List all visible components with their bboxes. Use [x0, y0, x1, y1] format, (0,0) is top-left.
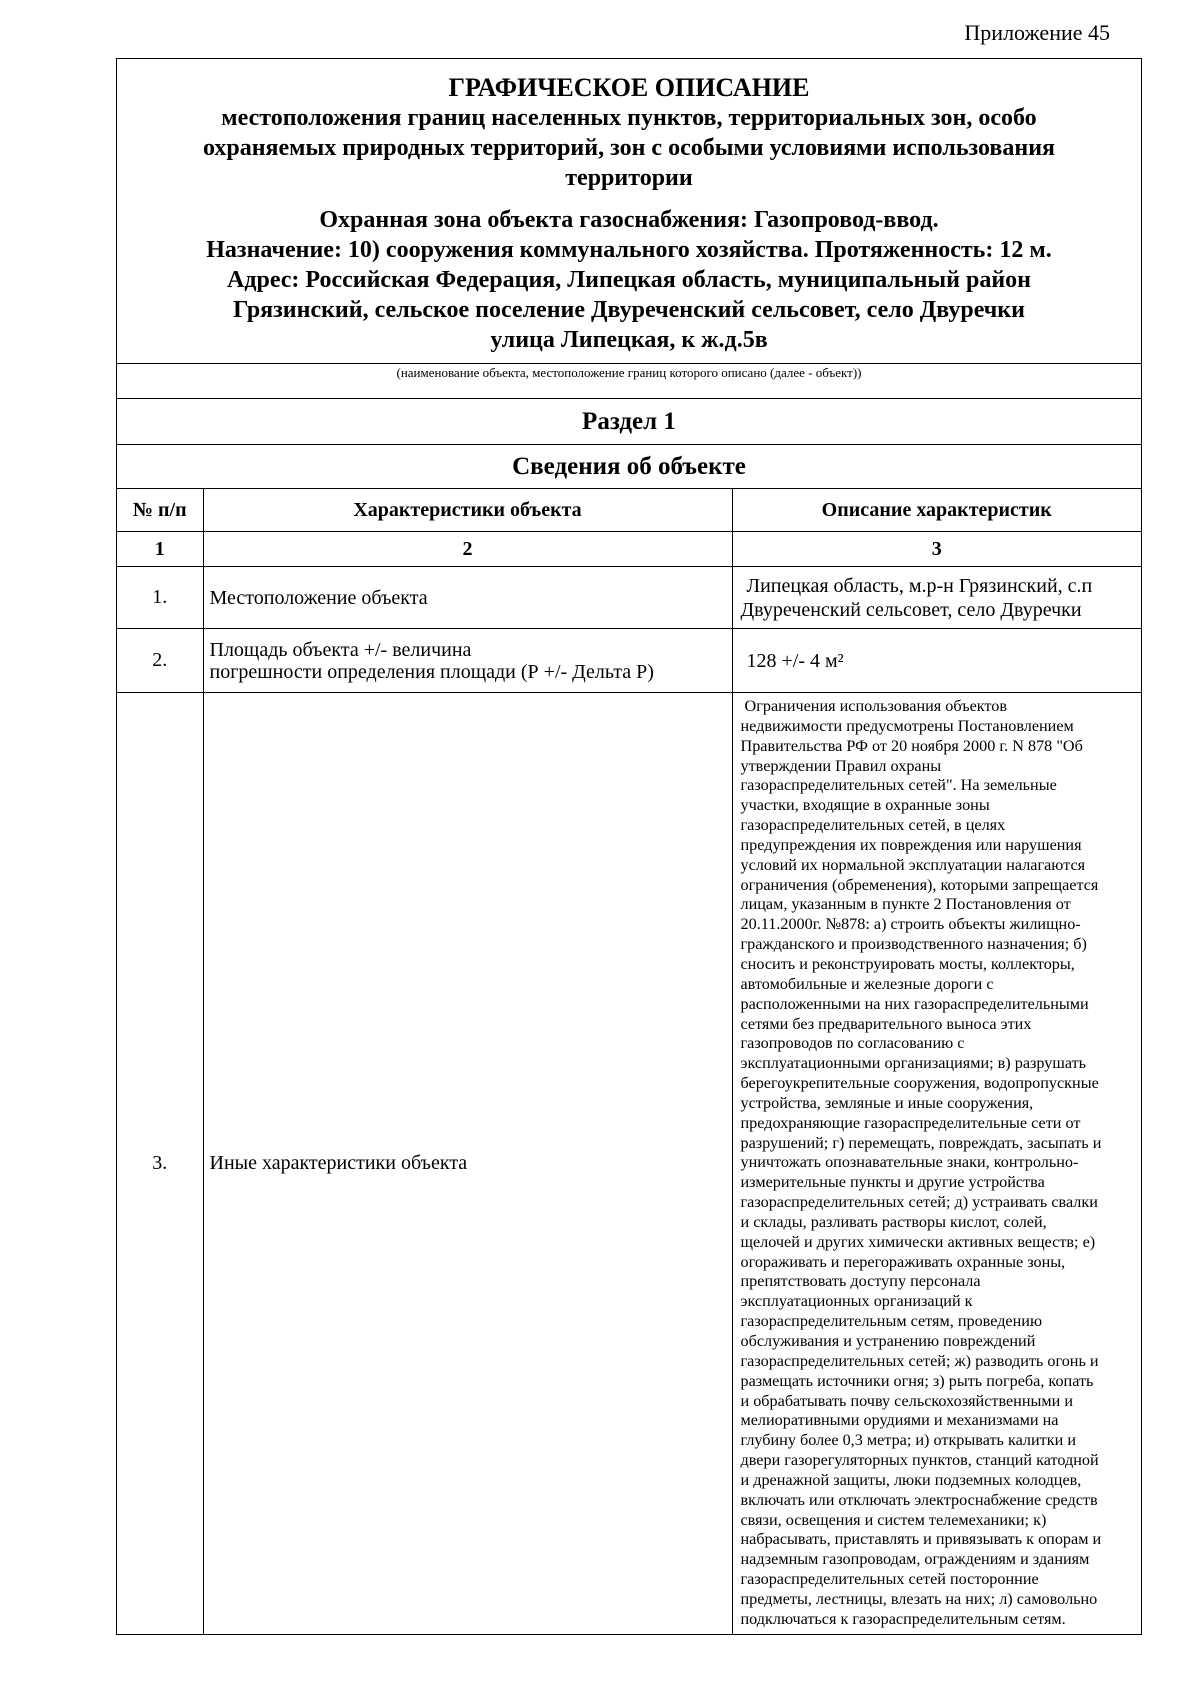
description-line: включать или отключать электроснабжение средств [740, 1490, 1098, 1509]
description-line: утверждении Правил охраны [740, 756, 942, 775]
description-line: уничтожать опознавательные знаки, контрольно- [740, 1153, 1079, 1172]
subtitle-line: охраняемых природных территорий, зон с особыми условиями использования [202, 135, 1056, 161]
subtitle-line: территории [565, 165, 693, 191]
section-subtitle: Сведения об объекте [117, 444, 1141, 488]
object-caption: (наименование объекта, местоположение границ которого описано (далее - объект)) [117, 363, 1141, 398]
description-line: и склады, разливать растворы кислот, солей, [740, 1212, 1047, 1231]
description-line: газораспределительных сетей посторонние [740, 1570, 1039, 1589]
description-line: расположенными на них газораспределительными [740, 994, 1089, 1013]
subtitle [125, 103, 1133, 193]
row-characteristic [203, 693, 732, 1634]
description-line: лицам, указанным в пункте 2 Постановления от [740, 895, 1071, 914]
description-line: Ограничения использования объектов [740, 697, 1008, 715]
column-header: Характеристики объекта [203, 489, 732, 532]
description-line: сетями без предварительного выноса этих [740, 1014, 1032, 1033]
description-line: щелочей и других химически активных веществ; е) [740, 1232, 1096, 1251]
description-line: эксплуатационных организаций к [740, 1292, 973, 1311]
document-title: ГРАФИЧЕСКОЕ ОПИСАНИЕ [448, 73, 810, 102]
description-line: Липецкая область, м.р-н Грязинский, с.п [746, 574, 1093, 597]
subtitle-line: местоположения границ населенных пунктов, территориальных зон, особо [221, 105, 1037, 131]
section-title: Раздел 1 [117, 398, 1141, 444]
characteristic-line: Площадь объекта +/- величина [209, 638, 472, 661]
description-line: надземным газопроводам, ограждениям и зданиям [740, 1550, 1090, 1569]
description-line: двери газорегуляторных пунктов, станций катодной [740, 1451, 1099, 1470]
object-line: Охранная зона объекта газоснабжения: Газопровод-ввод. [319, 207, 939, 233]
description-line: эксплуатационными организациями; в) разрушать [740, 1054, 1087, 1073]
row-index: 1. [117, 567, 203, 629]
table-row [117, 567, 1141, 629]
description-line: Двуреченский сельсовет, село Двуречки [740, 598, 1082, 621]
object-line: Адрес: Российская Федерация, Липецкая область, муниципальный район [227, 267, 1031, 293]
row-index: 2. [117, 629, 203, 693]
description-line: берегоукрепительные сооружения, водопропускные [740, 1074, 1099, 1093]
description-line: связи, освещения и систем телемеханики; к) [740, 1510, 1047, 1529]
object-line: Грязинский, сельское поселение Двуреченский сельсовет, село Двуречки [233, 297, 1025, 323]
description-line: разрушений; г) перемещать, повреждать, засыпать и [740, 1133, 1102, 1152]
column-header: № п/п [117, 489, 203, 532]
column-number-row [117, 532, 1141, 567]
object-line: улица Липецкая, к ж.д.5в [490, 327, 768, 353]
characteristic-line: Иные характеристики объекта [209, 1152, 468, 1175]
description-line: устройства, земляные и иные сооружения, [740, 1093, 1034, 1112]
description-line: газораспределительных сетей". На земельные [740, 776, 1057, 795]
appendix-label: Приложение 45 [964, 20, 1110, 45]
object-name [125, 205, 1133, 355]
table-header-row [117, 489, 1141, 532]
table-row [117, 693, 1141, 1634]
description-line: гражданского и производственного назначения; б) [740, 935, 1087, 954]
row-index: 3. [117, 693, 203, 1634]
description-line: предупреждения их повреждения или нарушения [740, 835, 1082, 854]
row-description [732, 693, 1141, 1634]
description-line: мелиоративными орудиями и механизмами на [740, 1411, 1059, 1430]
row-characteristic [203, 567, 732, 629]
description-line: газораспределительных сетей; ж) разводить огонь и [740, 1351, 1099, 1370]
description-line: измерительные пункты и другие устройства [740, 1173, 1045, 1192]
description-line: и дренажной защиты, люки подземных колодцев, [740, 1470, 1082, 1489]
description-line: недвижимости предусмотрены Постановлением [740, 716, 1074, 735]
column-number: 2 [203, 532, 732, 567]
description-line: газораспределительным сетям, проведению [740, 1312, 1043, 1331]
column-number: 1 [117, 532, 203, 567]
description-line: условий их нормальной эксплуатации налагаются [740, 855, 1086, 874]
description-line: 128 +/- 4 м² [746, 649, 844, 672]
description-line: сносить и реконструировать мосты, коллекторы, [740, 954, 1075, 973]
description-line: ограничения (обременения), которыми запрещается [740, 875, 1099, 894]
row-description [732, 629, 1141, 693]
description-line: 20.11.2000г. №878: а) строить объекты жилищно- [740, 915, 1081, 934]
description-line: обслуживания и устранению повреждений [740, 1332, 1036, 1350]
description-line: газораспределительных сетей; д) устраивать свалки [740, 1193, 1098, 1212]
description-line: предметы, лестницы, влезать на них; л) самовольно [740, 1589, 1098, 1608]
row-description [732, 567, 1141, 629]
description-line: и обрабатывать почву сельскохозяйственными и [740, 1391, 1074, 1410]
description-line: автомобильные и железные дороги с [740, 974, 994, 993]
description-line: глубину более 0,3 метра; и) открывать калитки и [740, 1431, 1076, 1450]
description-line: огораживать и перегораживать охранные зоны, [740, 1252, 1066, 1271]
description-line: набрасывать, приставлять и привязывать к опорам и [740, 1530, 1102, 1549]
object-line: Назначение: 10) сооружения коммунального хозяйства. Протяженность: 12 м. [206, 237, 1052, 263]
characteristic-line: погрешности определения площади (Р +/- Дельта Р) [209, 660, 654, 683]
description-line: газораспределительных сетей, в целях [740, 816, 1006, 835]
description-line: газопроводов по согласованию с [740, 1034, 965, 1053]
description-line: препятствовать доступу персонала [740, 1272, 981, 1291]
description-line: размещать источники огня; з) рыть погреба, копать [740, 1371, 1094, 1390]
column-number: 3 [732, 532, 1141, 567]
table-row [117, 629, 1141, 693]
document-frame [116, 58, 1142, 1635]
description-line: подключаться к газораспределительным сетям. [740, 1609, 1066, 1628]
row-characteristic [203, 629, 732, 693]
characteristic-line: Местоположение объекта [209, 586, 428, 609]
header-block [117, 59, 1141, 363]
description-line: участки, входящие в охранные зоны [740, 796, 990, 815]
description-line: предохраняющие газораспределительные сети от [740, 1113, 1081, 1132]
characteristics-table [117, 488, 1141, 1634]
description-line: Правительства РФ от 20 ноября 2000 г. N 878 "Об [740, 736, 1083, 755]
column-header: Описание характеристик [732, 489, 1141, 532]
